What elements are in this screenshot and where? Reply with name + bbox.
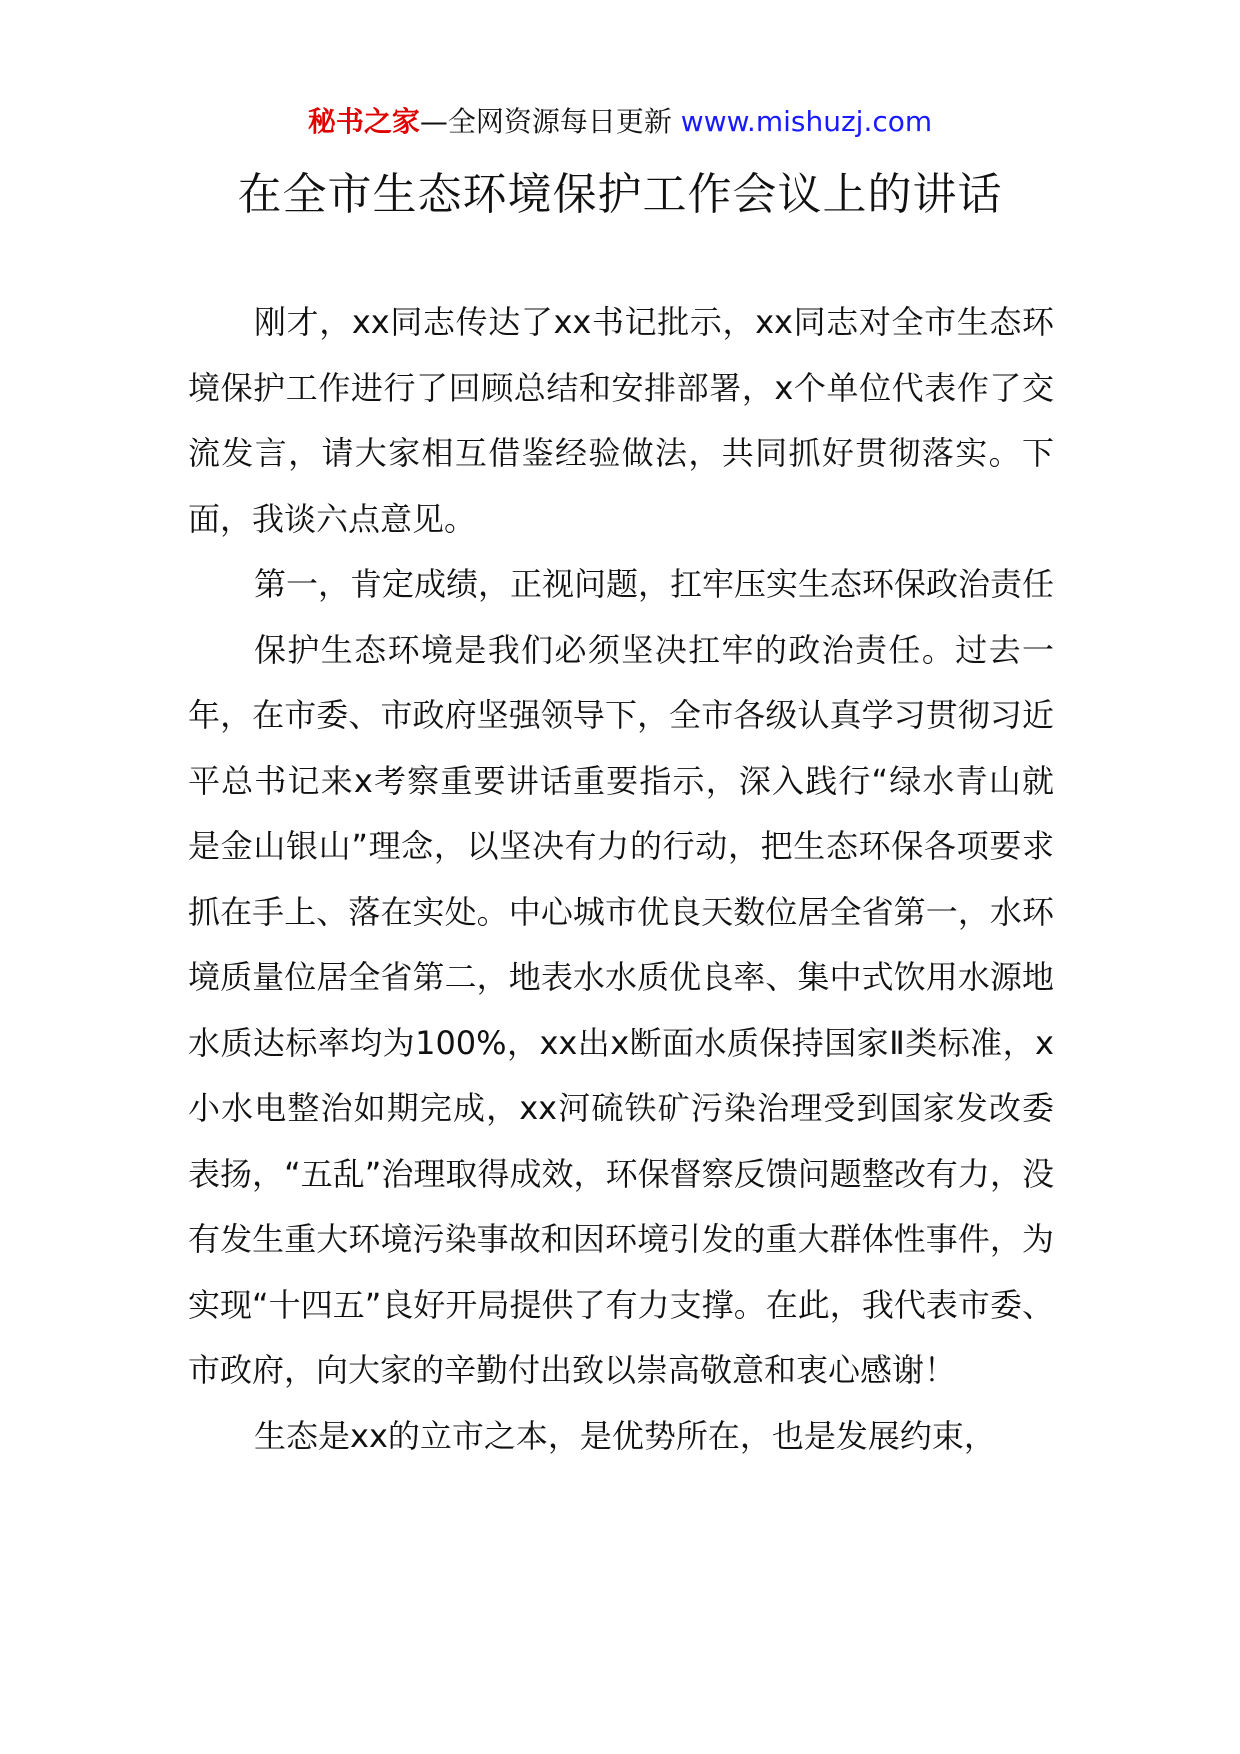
paragraph-ecology: 生态是xx的立市之本，是优势所在，也是发展约束，: [254, 1416, 996, 1455]
section-heading-first: 第一，肯定成绩，正视问题，扛牢压实生态环保政治责任: [254, 565, 1055, 603]
brand-name: 秘书之家: [307, 105, 420, 138]
site-header: [0, 100, 1240, 144]
document-body: [188, 290, 1054, 1469]
header-slogan: —全网资源每日更新: [419, 105, 672, 138]
paragraph-intro: 刚才，xx同志传达了xx书记批示，xx同志对全市生态环境保护工作进行了回顾总结和安排部署，x个单位代表作了交流发言，请大家相互借鉴经验做法，共同抓好贯彻落实。下面，我谈六点意见。: [188, 303, 1054, 538]
document-title: 在全市生态环境保护工作会议上的讲话: [237, 169, 1003, 220]
paragraph-achievements: 保护生态环境是我们必须坚决扛牢的政治责任。过去一年，在市委、市政府坚强领导下，全市各级认真学习贯彻习近平总书记来x考察重要讲话重要指示，深入践行“绿水青山就是金山银山”理念，以坚决有力的行动，把生态环保各项要求抓在手上、落在实处。中心城市优良天数位居全省第一，水环境质量位居全省第二，地表水水质优良率、集中式饮用水源地水质达标率均为100%，xx出x断面水质保持国家Ⅱ类标准，x小水电整治如期完成，xx河硫铁矿污染治理受到国家发改委表扬，“五乱”治理取得成效，环保督察反馈问题整改有力，没有发生重大环境污染事故和因环境引发的重大群体性事件，为实现“十四五”良好开局提供了有力支撑。在此，我代表市委、市政府，向大家的辛勤付出致以崇高敬意和衷心感谢！: [188, 630, 1054, 1389]
site-url-link[interactable]: www.mishuzj.com: [680, 105, 933, 138]
